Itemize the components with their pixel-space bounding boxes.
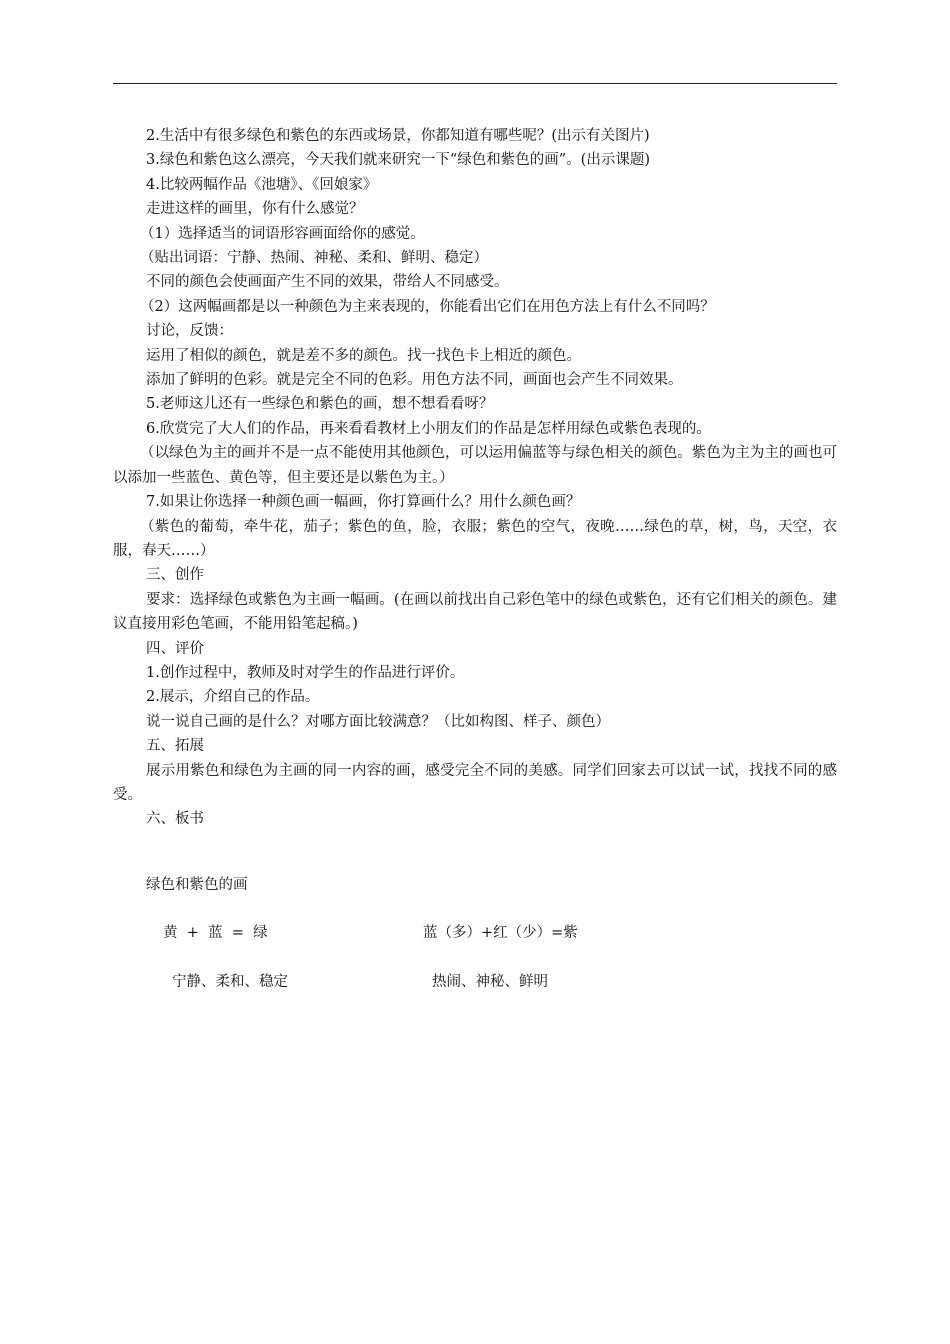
- paragraph: （紫色的葡萄，牵牛花，茄子；紫色的鱼，脸，衣服；紫色的空气，夜晚……绿色的草，树，鸟，天空，衣服，春天……）: [113, 518, 837, 559]
- paragraph: 2.生活中有很多绿色和紫色的东西或场景，你都知道有哪些呢？(出示有关图片): [146, 128, 650, 144]
- paragraph: 5.老师这儿还有一些绿色和紫色的画，想不想看看呀？: [146, 396, 494, 413]
- board-green-words: 宁静、柔和、稳定: [172, 974, 288, 990]
- board-green-formula: 黄 + 蓝 = 绿: [163, 925, 268, 941]
- section-heading: 四、评价: [146, 640, 204, 657]
- board-purple-formula: 蓝（多）+红（少）=紫: [423, 925, 578, 941]
- section-heading: 六、板书: [146, 811, 204, 828]
- paragraph: 7.如果让你选择一种颜色画一幅画，你打算画什么？用什么颜色画？: [146, 494, 581, 511]
- paragraph: 不同的颜色会使画面产生不同的效果，带给人不同感受。: [146, 274, 509, 291]
- paragraph: 2.展示，介绍自己的作品。: [146, 689, 320, 706]
- paragraph: 6.欣赏完了大人们的作品，再来看看教材上小朋友们的作品是怎样用绿色或紫色表现的。: [146, 420, 711, 437]
- paragraph: 4.比较两幅作品《池塘》、《回娘家》: [146, 176, 378, 193]
- paragraph: 1.创作过程中，教师及时对学生的作品进行评价。: [146, 664, 465, 681]
- section-heading: 三、创作: [146, 567, 204, 584]
- paragraph: 走进这样的画里，你有什么感觉？: [146, 201, 364, 218]
- paragraph: （2）这两幅画都是以一种颜色为主来表现的，你能看出它们在用色方法上有什么不同吗？: [140, 298, 715, 315]
- paragraph: 展示用紫色和绿色为主画的同一内容的画，感受完全不同的美感。同学们回家去可以试一试，找找不同的感受。: [113, 762, 837, 803]
- paragraph: （1）选择适当的词语形容画面给你的感觉。: [140, 225, 425, 242]
- paragraph: 说一说自己画的是什么？对哪方面比较满意？（比如构图、样子、颜色）: [146, 713, 610, 730]
- paragraph: 讨论，反馈：: [146, 323, 233, 340]
- document-body: [113, 124, 837, 832]
- paragraph: 3.绿色和紫色这么漂亮，今天我们就来研究一下“绿色和紫色的画”。(出示课题): [146, 152, 650, 169]
- paragraph: 要求：选择绿色或紫色为主画一幅画。(在画以前找出自己彩色笔中的绿色或紫色，还有它们相关的颜色。建议直接用彩色笔画，不能用铅笔起稿。): [113, 591, 837, 633]
- board-purple-words: 热闹、神秘、鲜明: [432, 974, 548, 990]
- section-heading: 五、拓展: [146, 738, 204, 755]
- board-title: 绿色和紫色的画: [146, 877, 248, 893]
- paragraph: （贴出词语：宁静、热闹、神秘、柔和、鲜明、稳定）: [140, 250, 488, 267]
- paragraph: 运用了相似的颜色，就是差不多的颜色。找一找色卡上相近的颜色。: [146, 347, 581, 364]
- header-rule: [113, 83, 837, 84]
- paragraph: （以绿色为主的画并不是一点不能使用其他颜色，可以运用偏蓝等与绿色相关的颜色。紫色为主为主的画也可以添加一些蓝色、黄色等，但主要还是以紫色为主。）: [113, 445, 837, 486]
- paragraph: 添加了鲜明的色彩。就是完全不同的色彩。用色方法不同，画面也会产生不同效果。: [146, 372, 683, 389]
